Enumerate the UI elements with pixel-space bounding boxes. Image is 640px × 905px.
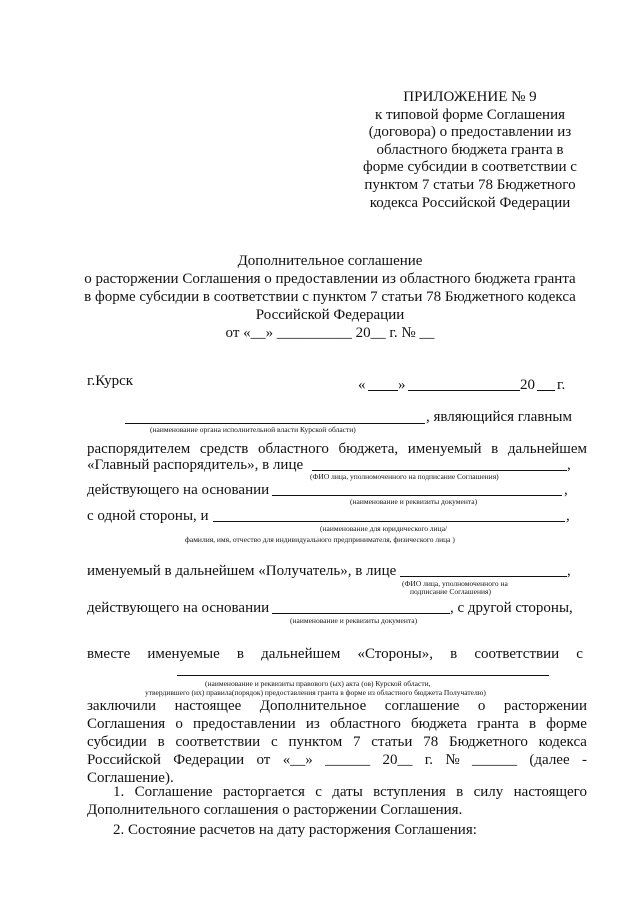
comma: , — [566, 508, 570, 524]
title-line: о расторжении Соглашения о предоставлении из областного бюджета гранта — [84, 271, 576, 287]
chief-person-blank — [312, 470, 567, 471]
concluded-line: Российской Федерации от «__» ______ 20__ г. № ______ (далее - — [87, 752, 587, 768]
caption-doc: (наименование и реквизиты документа) — [350, 497, 478, 506]
recipient-line: именуемый в дальнейшем «Получатель», в лице — [87, 563, 397, 579]
concluded-line: субсидии в соответствии с пунктом 7 статьи 78 Бюджетного кодекса — [87, 734, 587, 750]
caption-doc-2: (наименование и реквизиты документа) — [290, 616, 418, 625]
caption-authority: (наименование органа исполнительной власти Курской области) — [150, 425, 356, 434]
title-line: в форме субсидии в соответствии с пунктом 7 статьи 78 Бюджетного кодекса — [84, 289, 576, 305]
item-1-line: 1. Соглашение расторгается с даты вступления в силу настоящего — [113, 784, 587, 800]
acting-basis-2-blank — [272, 613, 450, 614]
date-close-quote: » — [398, 377, 406, 393]
title-line: Дополнительное соглашение — [237, 253, 423, 269]
acting-basis-2: действующего на основании — [87, 600, 270, 616]
chief-suffix: , являющийся главным — [426, 409, 573, 425]
caption-act: утвердившего (их) правила(порядок) предоставления гранта в форме из областного бюджета Получателю) — [145, 688, 486, 697]
caption-fio-recipient: (ФИО лица, уполномоченного на — [402, 579, 508, 588]
acting-basis: действующего на основании — [87, 482, 270, 498]
item-1 — [87, 783, 587, 819]
caption-legal: (наименование для юридического лица/ — [320, 524, 448, 533]
date-year-line — [537, 390, 555, 391]
appendix-line: областного бюджета гранта в — [376, 141, 564, 158]
date-month-line — [408, 390, 520, 391]
item-2: 2. Состояние расчетов на дату расторжения Соглашения: — [113, 822, 477, 838]
city: г.Курск — [87, 373, 134, 389]
acting-basis-blank — [272, 495, 562, 496]
distributor-word: бюджета, — [338, 441, 399, 457]
appendix-block — [340, 89, 600, 212]
recipient-blank — [400, 576, 567, 577]
distributor-word: областного — [257, 441, 329, 457]
caption-act: (наименование и реквизиты правового (ых) акта (ов) Курской области, — [205, 679, 431, 688]
appendix-line: кодекса Российской Федерации — [369, 194, 571, 211]
title-line: Российской Федерации — [255, 307, 405, 323]
appendix-line: форме субсидии в соответствии с — [363, 159, 577, 176]
caption-individual: фамилия, имя, отчество для индивидуального предпринимателя, физического лица ) — [185, 535, 455, 544]
caption-fio-chief: (ФИО лица, уполномоченного на подписание Соглашения) — [310, 472, 499, 481]
distributor-word: в — [491, 441, 499, 457]
appendix-line: пунктом 7 статьи 78 Бюджетного — [364, 176, 576, 193]
title-line: от «__» __________ 20__ г. № __ — [225, 325, 435, 341]
distributor-word: средств — [199, 441, 249, 457]
date-day-line — [368, 390, 398, 391]
appendix-line: к типовой форме Соглашения — [375, 106, 565, 123]
distributor-word: именуемый — [407, 441, 482, 457]
document-title — [60, 252, 600, 342]
concluded-line: Соглашение). — [87, 770, 174, 786]
comma: , — [564, 482, 568, 498]
distributor-word: распорядителем — [87, 441, 191, 457]
other-side: , с другой стороны, — [450, 600, 573, 616]
date-open-quote: « — [358, 377, 366, 393]
caption-fio-recipient: подписание Соглашения) — [410, 587, 491, 596]
chief-person-line: «Главный распорядитель», в лице — [87, 457, 304, 473]
one-side-blank — [213, 521, 565, 522]
one-side: с одной стороны, и — [87, 508, 209, 524]
appendix-heading: ПРИЛОЖЕНИЕ № 9 — [403, 89, 537, 105]
concluded-line: заключили настоящее Дополнительное соглашение о расторжении — [87, 698, 587, 714]
concluded-line: Соглашения о предоставлении из областного бюджета гранта в форме — [87, 716, 587, 732]
item-1-line: Дополнительного соглашения о расторжении Соглашения. — [87, 802, 463, 818]
date-year: 20 — [520, 377, 535, 393]
comma: , — [567, 457, 571, 473]
act-blank — [177, 675, 549, 676]
distributor-word: дальнейшем — [507, 441, 587, 457]
authority-blank — [125, 423, 425, 424]
concluded-paragraph — [87, 697, 587, 787]
comma: , — [567, 563, 571, 579]
appendix-line: (договора) о предоставлении из — [368, 124, 572, 141]
together-line: вместе именуемые в дальнейшем «Стороны», в соответствии с — [87, 646, 583, 662]
date-year-suffix: г. — [557, 377, 566, 393]
